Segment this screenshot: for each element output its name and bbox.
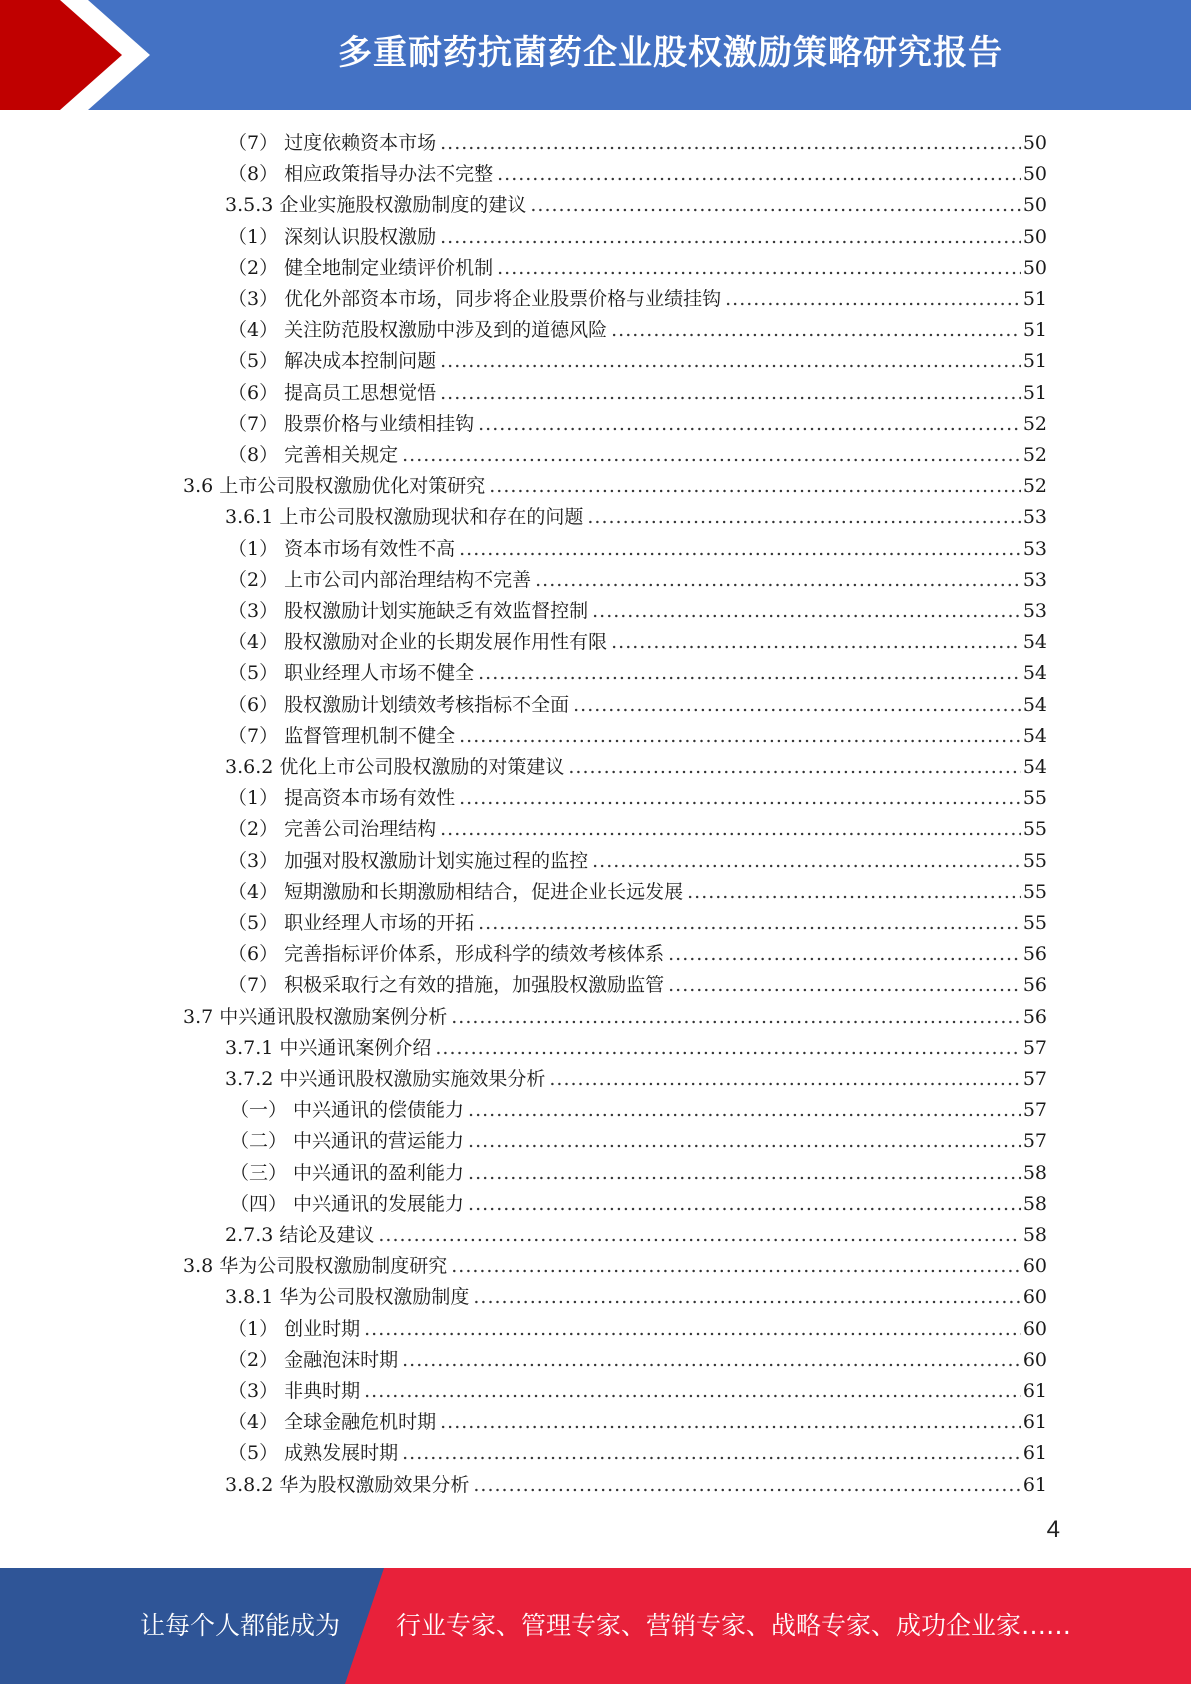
toc-entry-page: 52 (1022, 412, 1047, 435)
footer-banner (0, 1568, 1191, 1684)
toc-entry[interactable] (228, 814, 1047, 845)
toc-entry-title: 优化外部资本市场，同步将企业股票价格与业绩挂钩 (284, 288, 722, 310)
toc-entry[interactable] (228, 409, 1047, 440)
toc-entry-page: 58 (1022, 1192, 1047, 1215)
toc-entry-number: （4） (228, 631, 279, 654)
footer-slogan-right: 行业专家、管理专家、营销专家、战略专家、成功企业家…… (396, 1611, 1072, 1640)
toc-dot-leader (592, 600, 1021, 622)
toc-dot-leader (611, 631, 1021, 653)
toc-entry[interactable] (228, 596, 1047, 627)
toc-entry-title: 过度依赖资本市场 (284, 132, 437, 154)
toc-entry-number: 3.8 (183, 1255, 214, 1278)
toc-entry-page: 57 (1022, 1099, 1047, 1122)
toc-entry-page: 60 (1022, 1255, 1047, 1278)
toc-entry-title: 加强对股权激励计划实施过程的监控 (284, 849, 589, 872)
toc-dot-leader (468, 1130, 1021, 1152)
toc-entry-number: 3.8.2 (225, 1473, 274, 1496)
toc-entry-number: （5） (228, 662, 279, 685)
toc-entry-title: 提高员工思想觉悟 (284, 381, 437, 404)
toc-dot-leader (402, 1442, 1021, 1464)
toc-entry-title: 资本市场有效性不高 (284, 537, 456, 560)
toc-entry[interactable] (228, 440, 1047, 471)
toc-entry-title: 非典时期 (284, 1380, 361, 1402)
toc-entry[interactable] (228, 315, 1047, 346)
toc-dot-leader (568, 756, 1020, 778)
toc-entry-page: 54 (1022, 631, 1047, 654)
toc-entry-number: （1） (228, 537, 279, 560)
toc-entry-title: 创业时期 (284, 1317, 361, 1340)
toc-dot-leader (435, 1037, 1020, 1059)
toc-entry[interactable] (228, 1376, 1047, 1407)
toc-dot-leader (440, 132, 1021, 154)
toc-dot-leader (687, 881, 1021, 903)
toc-entry[interactable] (230, 1158, 1047, 1189)
toc-entry-number: （5） (228, 912, 279, 934)
toc-dot-leader (473, 1286, 1020, 1308)
toc-entry-number: （1） (228, 225, 279, 248)
toc-entry-number: （3） (228, 600, 279, 622)
toc-entry-number: （8） (228, 444, 279, 466)
toc-entry-title: 提高资本市场有效性 (284, 787, 456, 810)
toc-entry-title: 企业实施股权激励制度的建议 (279, 194, 527, 217)
toc-entry-page: 57 (1022, 1036, 1047, 1059)
toc-dot-leader (592, 850, 1021, 872)
toc-dot-leader (535, 569, 1021, 591)
toc-entry[interactable] (228, 222, 1047, 253)
toc-entry-title: 全球金融危机时期 (284, 1411, 437, 1434)
toc-dot-leader (451, 1006, 1021, 1028)
toc-dot-leader (478, 413, 1021, 435)
toc-entry-title: 上市公司股权激励现状和存在的问题 (279, 506, 584, 529)
toc-entry-title: 短期激励和长期激励相结合，促进企业长远发展 (284, 880, 684, 903)
toc-entry-number: （6） (228, 943, 279, 966)
toc-entry-page: 51 (1022, 350, 1047, 373)
toc-dot-leader (440, 818, 1021, 840)
toc-dot-leader (668, 943, 1021, 965)
toc-entry-title: 结论及建议 (279, 1224, 375, 1246)
footer-slogan-left: 让每个人都能成为 (140, 1611, 341, 1640)
toc-entry[interactable] (228, 908, 1047, 939)
toc-entry-number: 3.6.2 (225, 756, 274, 778)
toc-entry-title: 优化上市公司股权激励的对策建议 (279, 756, 565, 778)
toc-dot-leader (364, 1318, 1021, 1340)
toc-dot-leader (668, 974, 1021, 996)
toc-entry-page: 50 (1022, 132, 1047, 154)
toc-entry-page: 54 (1022, 756, 1047, 778)
toc-entry-page: 55 (1022, 818, 1047, 841)
toc-entry-number: （2） (228, 1348, 279, 1371)
toc-dot-leader (440, 350, 1021, 372)
toc-entry-title: 职业经理人市场的开拓 (284, 912, 475, 934)
toc-entry-number: （7） (228, 974, 279, 997)
toc-entry[interactable] (183, 471, 1047, 502)
toc-entry[interactable] (225, 752, 1047, 783)
toc-dot-leader (378, 1224, 1020, 1246)
toc-entry-number: （8） (228, 163, 279, 186)
toc-entry-page: 50 (1022, 194, 1047, 217)
toc-dot-leader (440, 226, 1021, 248)
toc-entry[interactable] (228, 1438, 1047, 1469)
toc-dot-leader (440, 382, 1021, 404)
toc-entry-title: 深刻认识股权激励 (284, 225, 437, 248)
toc-entry-title: 完善公司治理结构 (284, 818, 437, 841)
toc-entry-number: （三） (230, 1161, 288, 1184)
toc-entry[interactable] (228, 690, 1047, 721)
toc-entry-number: （2） (228, 568, 279, 591)
toc-dot-leader (725, 288, 1021, 310)
toc-entry-number: （6） (228, 381, 279, 404)
toc-entry-page: 55 (1022, 849, 1047, 872)
toc-entry-title: 股权激励计划实施缺乏有效监督控制 (284, 600, 589, 622)
toc-entry-title: 中兴通讯案例介绍 (279, 1036, 432, 1059)
toc-entry[interactable] (228, 877, 1047, 908)
toc-entry[interactable] (228, 128, 1047, 159)
toc-entry-page: 58 (1022, 1224, 1047, 1246)
toc-entry[interactable] (225, 502, 1047, 533)
toc-entry-page: 57 (1022, 1130, 1047, 1153)
toc-entry-title: 金融泡沫时期 (284, 1348, 399, 1371)
toc-dot-leader (530, 194, 1020, 216)
toc-entry-title: 完善指标评价体系，形成科学的绩效考核体系 (284, 943, 665, 966)
toc-entry-title: 华为公司股权激励制度 (279, 1286, 470, 1309)
toc-entry-number: （7） (228, 412, 279, 435)
toc-dot-leader (468, 1162, 1021, 1184)
toc-dot-leader (573, 694, 1021, 716)
toc-entry-number: 3.6.1 (225, 506, 274, 529)
toc-entry-page: 53 (1022, 568, 1047, 591)
toc-dot-leader (468, 1099, 1021, 1121)
toc-dot-leader (459, 538, 1021, 560)
toc-entry-number: （二） (230, 1130, 288, 1153)
toc-entry-number: 3.6 (183, 475, 214, 498)
toc-dot-leader (489, 475, 1021, 497)
toc-entry-page: 58 (1022, 1161, 1047, 1184)
toc-entry-page: 60 (1022, 1286, 1047, 1309)
toc-entry[interactable] (183, 1251, 1047, 1282)
toc-entry-title: 上市公司股权激励优化对策研究 (219, 475, 486, 498)
toc-entry-number: （1） (228, 787, 279, 810)
toc-entry[interactable] (228, 284, 1047, 315)
toc-entry-number: 3.5.3 (225, 194, 274, 217)
toc-entry[interactable] (228, 658, 1047, 689)
document-title: 多重耐药抗菌药企业股权激励策略研究报告 (338, 33, 1003, 73)
toc-entry-title: 职业经理人市场不健全 (284, 662, 475, 685)
toc-entry[interactable] (228, 378, 1047, 409)
toc-entry-title: 华为股权激励效果分析 (279, 1473, 470, 1496)
toc-dot-leader (364, 1380, 1021, 1402)
toc-entry-number: （3） (228, 1380, 279, 1402)
toc-entry[interactable] (225, 1033, 1047, 1064)
toc-entry[interactable] (225, 1282, 1047, 1313)
toc-entry-title: 华为公司股权激励制度研究 (219, 1255, 448, 1278)
toc-entry-number: 3.8.1 (225, 1286, 274, 1309)
toc-dot-leader (402, 444, 1021, 466)
toc-entry-number: 3.7 (183, 1005, 214, 1028)
toc-entry-page: 51 (1022, 288, 1047, 310)
toc-entry-title: 中兴通讯的盈利能力 (293, 1161, 465, 1184)
toc-entry-page: 56 (1022, 1005, 1047, 1028)
toc-entry-page: 56 (1022, 943, 1047, 966)
toc-entry-number: （3） (228, 849, 279, 872)
toc-entry[interactable] (228, 721, 1047, 752)
toc-entry-page: 61 (1022, 1473, 1047, 1496)
toc-entry-page: 50 (1022, 163, 1047, 186)
toc-entry-page: 51 (1022, 319, 1047, 342)
toc-entry-page: 50 (1022, 256, 1047, 279)
toc-entry-page: 60 (1022, 1317, 1047, 1340)
toc-entry-page: 52 (1022, 475, 1047, 498)
toc-entry-page: 52 (1022, 444, 1047, 466)
toc-entry-number: （2） (228, 818, 279, 841)
toc-entry-page: 54 (1022, 693, 1047, 716)
toc-entry-page: 55 (1022, 880, 1047, 903)
toc-entry[interactable] (225, 1470, 1047, 1501)
toc-entry-title: 股权激励计划绩效考核指标不全面 (284, 693, 570, 716)
toc-entry[interactable] (183, 1002, 1047, 1033)
toc-entry-number: 3.7.2 (225, 1068, 274, 1090)
toc-entry[interactable] (228, 253, 1047, 284)
toc-entry-page: 53 (1022, 506, 1047, 529)
toc-entry-title: 解决成本控制问题 (284, 350, 437, 373)
toc-dot-leader (459, 725, 1021, 747)
toc-entry-title: 相应政策指导办法不完整 (284, 163, 494, 186)
toc-entry-page: 61 (1022, 1411, 1047, 1434)
toc-dot-leader (468, 1193, 1021, 1215)
toc-entry[interactable] (228, 783, 1047, 814)
header-arrow-decoration (0, 0, 160, 110)
toc-entry[interactable] (225, 1220, 1047, 1251)
toc-entry-number: （1） (228, 1317, 279, 1340)
toc-entry-page: 61 (1022, 1380, 1047, 1402)
toc-dot-leader (459, 787, 1021, 809)
toc-entry-number: （4） (228, 880, 279, 903)
toc-entry-title: 成熟发展时期 (284, 1442, 399, 1465)
header-banner (0, 0, 1191, 110)
toc-entry-title: 完善相关规定 (284, 444, 399, 466)
toc-entry-number: （5） (228, 1442, 279, 1465)
toc-entry[interactable] (230, 1126, 1047, 1157)
toc-entry[interactable] (228, 534, 1047, 565)
toc-entry-page: 55 (1022, 912, 1047, 934)
page-number: 4 (1046, 1516, 1060, 1543)
toc-entry-number: （2） (228, 256, 279, 279)
toc-entry-number: 3.7.1 (225, 1036, 274, 1059)
toc-entry[interactable] (230, 1095, 1047, 1126)
toc-entry-number: （5） (228, 350, 279, 373)
toc-entry[interactable] (228, 346, 1047, 377)
toc-entry-page: 57 (1022, 1068, 1047, 1090)
toc-dot-leader (497, 257, 1021, 279)
toc-entry-number: （7） (228, 724, 279, 747)
toc-entry-title: 监督管理机制不健全 (284, 724, 456, 747)
toc-entry[interactable] (230, 1189, 1047, 1220)
toc-dot-leader (440, 1411, 1021, 1433)
toc-entry-number: （7） (228, 132, 279, 154)
toc-entry-title: 中兴通讯的偿债能力 (293, 1099, 465, 1122)
toc-entry-page: 50 (1022, 225, 1047, 248)
toc-dot-leader (402, 1349, 1021, 1371)
toc-entry[interactable] (228, 970, 1047, 1001)
toc-entry-title: 关注防范股权激励中涉及到的道德风险 (284, 319, 608, 342)
toc-dot-leader (451, 1255, 1021, 1277)
toc-entry-page: 61 (1022, 1442, 1047, 1465)
toc-entry-title: 中兴通讯的发展能力 (293, 1192, 465, 1215)
toc-entry-number: （4） (228, 319, 279, 342)
toc-entry-page: 51 (1022, 381, 1047, 404)
toc-entry-title: 股权激励对企业的长期发展作用性有限 (284, 631, 608, 654)
toc-entry-title: 中兴通讯股权激励实施效果分析 (279, 1068, 546, 1090)
toc-entry[interactable] (228, 159, 1047, 190)
toc-entry-number: （四） (230, 1192, 288, 1215)
toc-dot-leader (549, 1068, 1020, 1090)
toc-entry[interactable] (228, 1345, 1047, 1376)
toc-entry-number: （4） (228, 1411, 279, 1434)
toc-entry-title: 健全地制定业绩评价机制 (284, 256, 494, 279)
toc-dot-leader (587, 506, 1020, 528)
toc-entry-page: 55 (1022, 787, 1047, 810)
toc-entry-page: 54 (1022, 724, 1047, 747)
toc-dot-leader (611, 319, 1021, 341)
toc-entry[interactable] (225, 1064, 1047, 1095)
toc-entry-number: （6） (228, 693, 279, 716)
toc-dot-leader (473, 1474, 1020, 1496)
toc-entry-page: 54 (1022, 662, 1047, 685)
toc-entry[interactable] (228, 1407, 1047, 1438)
toc-dot-leader (497, 163, 1021, 185)
toc-entry[interactable] (228, 1314, 1047, 1345)
toc-entry-page: 56 (1022, 974, 1047, 997)
toc-entry[interactable] (228, 627, 1047, 658)
toc-entry-title: 上市公司内部治理结构不完善 (284, 568, 532, 591)
toc-entry-title: 股票价格与业绩相挂钩 (284, 412, 475, 435)
toc-entry[interactable] (228, 846, 1047, 877)
toc-dot-leader (478, 912, 1021, 934)
toc-entry-title: 中兴通讯的营运能力 (293, 1130, 465, 1153)
toc-entry-number: （一） (230, 1099, 288, 1122)
toc-entry[interactable] (228, 939, 1047, 970)
toc-entry[interactable] (225, 190, 1047, 221)
toc-entry-page: 53 (1022, 537, 1047, 560)
toc-entry-number: 2.7.3 (225, 1224, 274, 1246)
toc-entry-page: 60 (1022, 1348, 1047, 1371)
toc-dot-leader (478, 662, 1021, 684)
toc-entry-number: （3） (228, 288, 279, 310)
toc-entry-title: 积极采取行之有效的措施，加强股权激励监管 (284, 974, 665, 997)
toc-entry-title: 中兴通讯股权激励案例分析 (219, 1005, 448, 1028)
toc-entry[interactable] (228, 565, 1047, 596)
toc-entry-page: 53 (1022, 600, 1047, 622)
